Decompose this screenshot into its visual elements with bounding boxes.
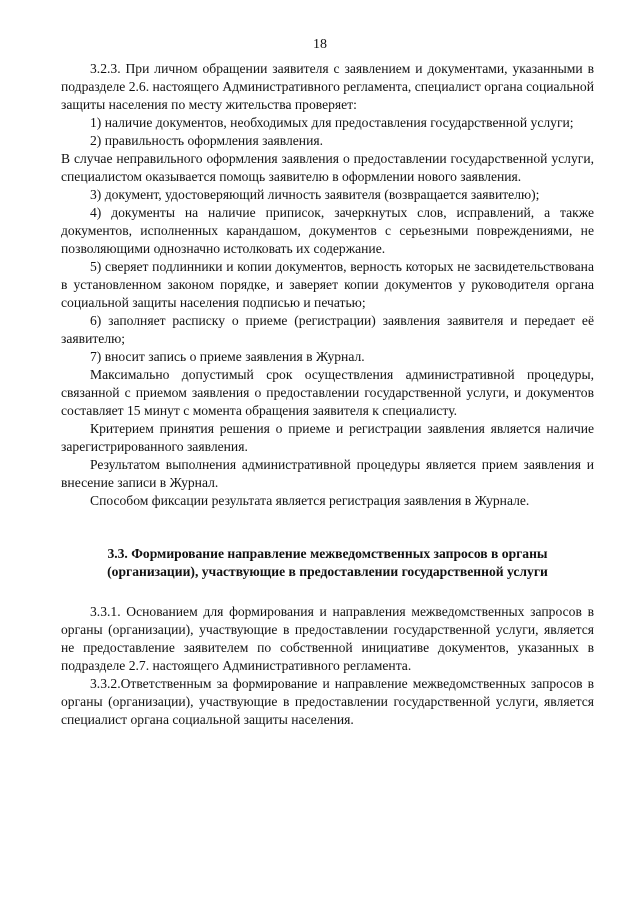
list-item-7: 7) вносит запись о приеме заявления в Журнал. xyxy=(90,349,365,364)
paragraph-criterion: Критерием принятия решения о приеме и регистрации заявления является наличие зарегистрированного заявления. xyxy=(61,421,594,454)
paragraph-max-term: Максимально допустимый срок осуществления административной процедуры, связанной с приемом заявления о предоставлении государственной услуги, и документов составляет 15 минут с момента обращения заявителя к специалисту. xyxy=(61,367,594,418)
list-item-4: 4) документы на наличие приписок, зачеркнутых слов, исправлений, а также документов, исполненных карандашом, документов с серьезными повреждениями, не позволяющими однозначно истолковать их содержание. xyxy=(61,205,594,256)
list-item-6: 6) заполняет расписку о приеме (регистрации) заявления заявителя и передает её заявителю; xyxy=(61,313,594,346)
paragraph-fixation: Способом фиксации результата является регистрация заявления в Журнале. xyxy=(90,493,530,508)
document-body xyxy=(61,60,594,729)
list-item-3: 3) документ, удостоверяющий личность заявителя (возвращается заявителю); xyxy=(90,187,540,202)
list-item-2: 2) правильность оформления заявления. xyxy=(90,133,324,148)
paragraph-result: Результатом выполнения административной процедуры является прием заявления и внесение записи в Журнал. xyxy=(61,457,594,490)
section-heading-3-3: 3.3. Формирование направление межведомственных запросов в органы (организации), участвующие в предоставлении государственной услуги xyxy=(107,546,548,579)
paragraph-3-3-1: 3.3.1. Основанием для формирования и направления межведомственных запросов в органы (организации), участвующие в предоставлении государственной услуги, является не предоставление заявителем по собственной инициативе документов, указанных в подразделе 2.7. настоящего Административного регламента. xyxy=(61,604,594,673)
paragraph-incorrect-form: В случае неправильного оформления заявления о предоставлении государственной услуги, специалистом оказывается помощь заявителю в оформлении нового заявления. xyxy=(61,151,594,184)
page-number: 18 xyxy=(313,37,327,52)
paragraph-3-2-3: 3.2.3. При личном обращении заявителя с заявлением и документами, указанными в подразделе 2.6. настоящего Административного регламента, специалист органа социальной защиты населения по месту жительства проверяет: xyxy=(61,61,594,112)
list-item-1: 1) наличие документов, необходимых для предоставления государственной услуги; xyxy=(90,115,574,130)
list-item-5: 5) сверяет подлинники и копии документов, верность которых не засвидетельствована в установленном законом порядке, и заверяет копии документов у руководителя органа социальной защиты населения подписью и печатью; xyxy=(61,259,594,310)
paragraph-3-3-2: 3.3.2.Ответственным за формирование и направление межведомственных запросов в органы (организации), участвующие в предоставлении государственной услуги, является специалист органа социальной защиты населения. xyxy=(61,676,594,727)
